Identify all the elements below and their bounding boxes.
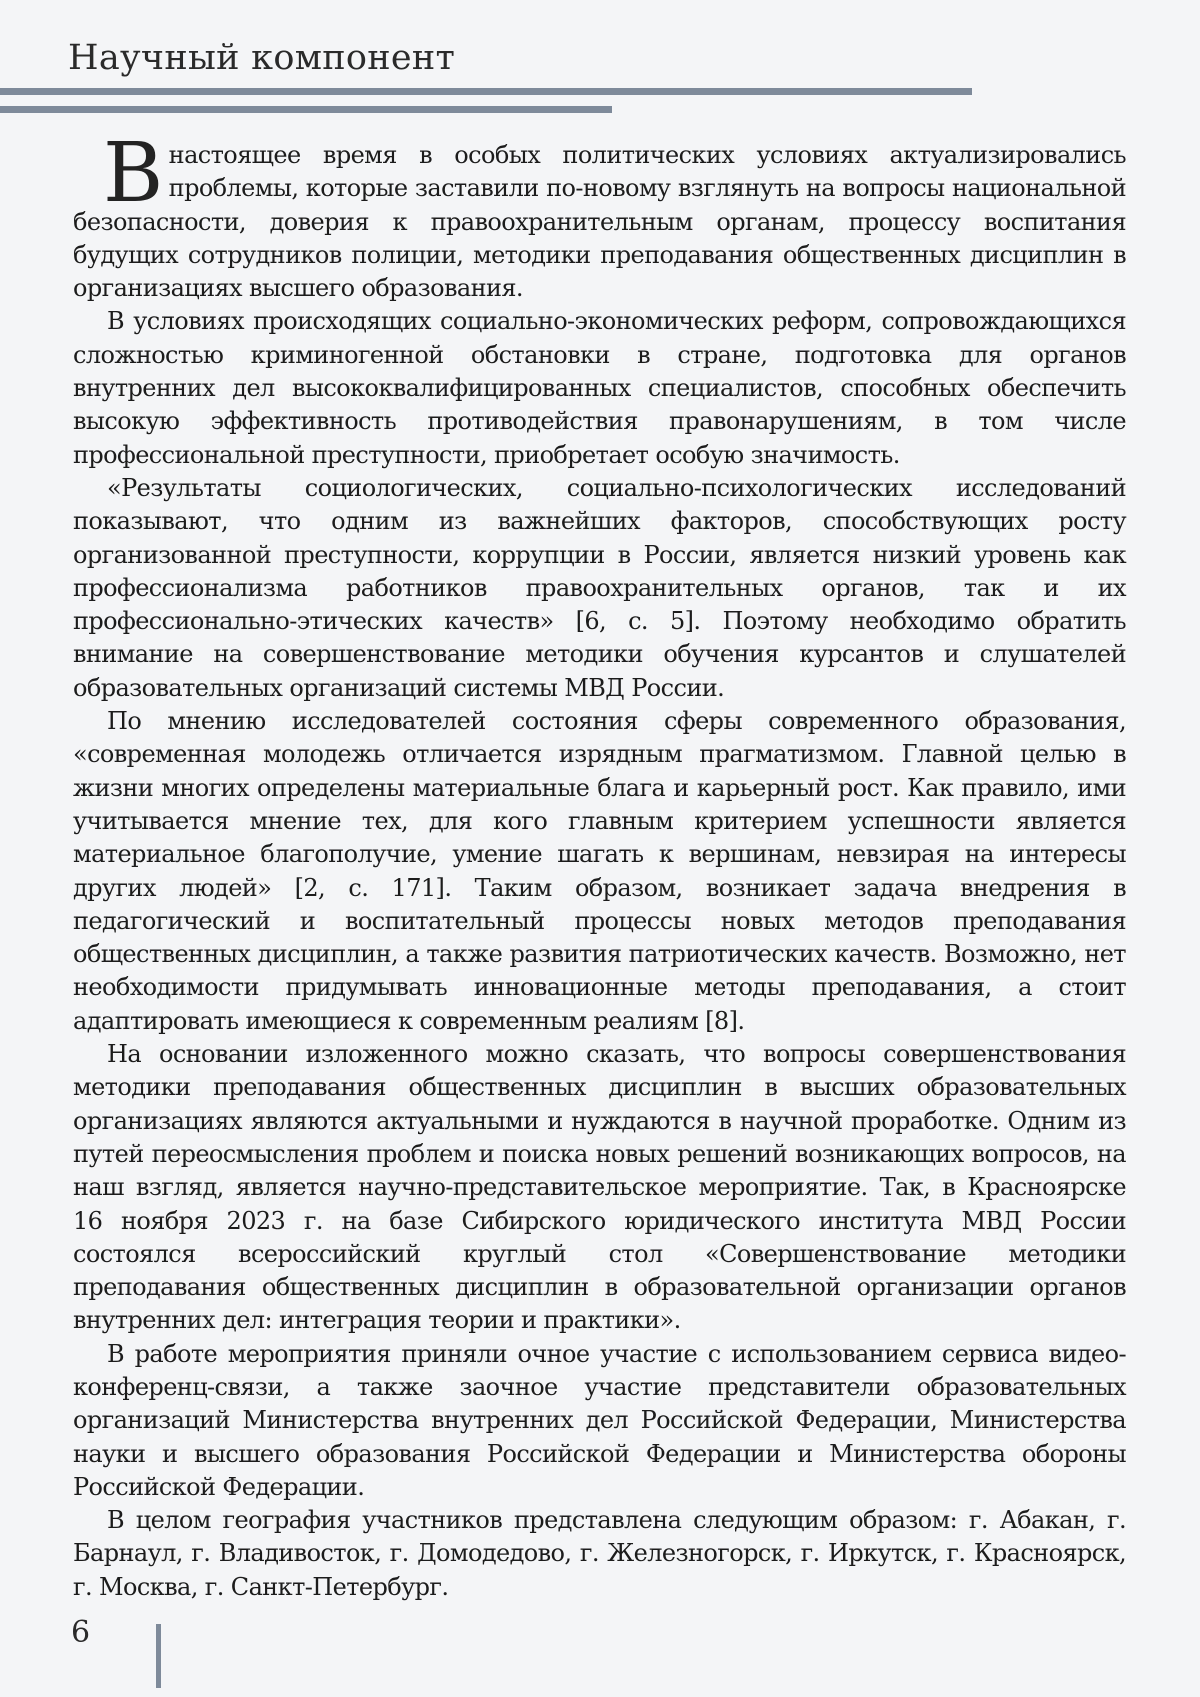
paragraph-6: В работе мероприятия приняли очное участие с использованием сервиса видео-конференц-связи, а также заочное участие представители образовательных организаций Министерства внутренних дел Российской Федерации, Министерства науки и высшего образования Российской Федерации и Министерства обороны Российской Федерации. <box>73 1338 1126 1504</box>
paragraph-7: В целом география участников представлена следующим образом: г. Абакан, г. Барнаул, г. Владивосток, г. Домодедово, г. Железногорск, г. Иркутск, г. Красноярск, г. Москва, г. Санкт-Петербург. <box>73 1504 1126 1604</box>
paragraph-5: На основании изложенного можно сказать, что вопросы совершенствования методики преподавания общественных дисциплин в высших образовательных организациях являются актуальными и нуждаются в научной проработке. Одним из путей переосмысления проблем и поиска новых решений возникающих вопросов, на наш взгляд, является научно-представительское мероприятие. Так, в Красноярске 16 ноября 2023 г. на базе Сибирского юридического института МВД России состоялся всероссийский круглый стол «Совершенствование методики преподавания общественных дисциплин в образовательной организации органов внутренних дел: интеграция теории и практики». <box>73 1038 1126 1338</box>
footer-rule <box>156 1624 161 1688</box>
drop-cap: В <box>103 142 163 206</box>
paragraph-1-text: настоящее время в особых политических условиях актуализировались проблемы, которые заставили по-новому взглянуть на вопросы национальной безопасности, доверия к правоохранительным органам, процессу воспитания будущих сотрудников полиции, методики преподавания общественных дисциплин в организациях высшего образования. <box>73 141 1126 302</box>
paragraph-3: «Результаты социологических, социально-психологических исследований показывают, что одним из важнейших факторов, способствующих росту организованной преступности, коррупции в России, является низкий уровень как профессионализма работников правоохранительных органов, так и их профессионально-этических качеств» [6, с. 5]. Поэтому необходимо обратить внимание на совершенствование методики обучения курсантов и слушателей образовательных организаций системы МВД России. <box>73 472 1126 705</box>
header-rule-long <box>0 88 972 95</box>
paragraph-2: В условиях происходящих социально-экономических реформ, сопровождающихся сложностью криминогенной обстановки в стране, подготовка для органов внутренних дел высококвалифицированных специалистов, способных обеспечить высокую эффективность противодействия правонарушениям, в том числе профессиональной преступности, приобретает особую значимость. <box>73 305 1126 471</box>
article-body <box>73 139 1126 1604</box>
section-title: Научный компонент <box>68 36 455 80</box>
header-rule-short <box>0 106 612 113</box>
paragraph-4: По мнению исследователей состояния сферы современного образования, «современная молодежь отличается изрядным прагматизмом. Главной целью в жизни многих определены материальные блага и карьерный рост. Как правило, ими учитывается мнение тех, для кого главным критерием успешности является материальное благополучие, умение шагать к вершинам, невзирая на интересы других людей» [2, с. 171]. Таким образом, возникает задача внедрения в педагогический и воспитательный процессы новых методов преподавания общественных дисциплин, а также развития патриотических качеств. Возможно, нет необходимости придумывать инновационные методы преподавания, а стоит адаптировать имеющиеся к современным реалиям [8]. <box>73 705 1126 1038</box>
page-number: 6 <box>71 1615 90 1651</box>
paragraph-1 <box>73 139 1126 305</box>
